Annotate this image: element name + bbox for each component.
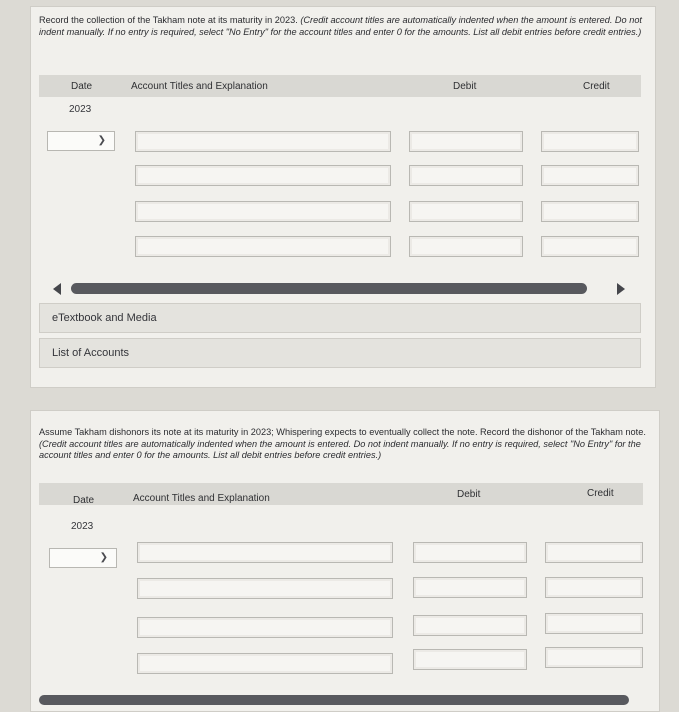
scroll-left-icon[interactable] xyxy=(53,283,61,295)
header-credit: Credit xyxy=(583,81,610,92)
journal-entry-panel-2 xyxy=(30,410,660,712)
account-title-input[interactable] xyxy=(135,201,391,222)
instructions-1 xyxy=(39,15,645,38)
header-debit: Debit xyxy=(457,489,481,500)
credit-input[interactable] xyxy=(545,542,643,563)
account-title-input[interactable] xyxy=(135,131,391,152)
credit-input[interactable] xyxy=(541,165,639,186)
header-date: Date xyxy=(71,81,93,92)
date-select[interactable] xyxy=(49,548,117,568)
chevron-down-icon: ❯ xyxy=(97,135,106,146)
debit-input[interactable] xyxy=(413,542,527,563)
header-debit: Debit xyxy=(453,81,477,92)
debit-input[interactable] xyxy=(413,649,527,670)
header-account: Account Titles and Explanation xyxy=(131,81,268,92)
etextbook-media-label: eTextbook and Media xyxy=(52,312,157,324)
account-title-input[interactable] xyxy=(137,578,393,599)
debit-input[interactable] xyxy=(409,201,523,222)
header-date: Date xyxy=(73,495,95,506)
debit-input[interactable] xyxy=(409,131,523,152)
journal-entry-panel-1 xyxy=(30,6,656,388)
year-label: 2023 xyxy=(69,104,92,115)
date-select[interactable] xyxy=(47,131,115,151)
instructions-1-main: Record the collection of the Takham note at its maturity in 2023. xyxy=(39,15,298,25)
etextbook-media-link[interactable] xyxy=(39,303,641,333)
header-account: Account Titles and Explanation xyxy=(133,493,270,504)
account-title-input[interactable] xyxy=(137,617,393,638)
horizontal-scrollbar[interactable] xyxy=(39,695,629,705)
credit-input[interactable] xyxy=(545,647,643,668)
year-label: 2023 xyxy=(71,521,94,532)
chevron-down-icon: ❯ xyxy=(99,552,108,563)
debit-input[interactable] xyxy=(409,165,523,186)
debit-input[interactable] xyxy=(409,236,523,257)
instructions-1-italic: (Credit account titles are automatically indented when the amount is entered. Do not indent manually. If no entry is required, select "No Entry" for the account titles and enter 0 for the amounts. List all debit entries before credit entries.) xyxy=(39,15,642,37)
list-of-accounts-label: List of Accounts xyxy=(52,347,130,359)
credit-input[interactable] xyxy=(545,613,643,634)
instructions-2 xyxy=(39,427,649,462)
account-title-input[interactable] xyxy=(135,236,391,257)
account-title-input[interactable] xyxy=(137,542,393,563)
account-title-input[interactable] xyxy=(137,653,393,674)
list-of-accounts-link[interactable] xyxy=(39,338,641,368)
header-credit: Credit xyxy=(587,488,614,499)
instructions-2-italic: (Credit account titles are automatically indented when the amount is entered. Do not indent manually. If no entry is required, select "No Entry" for the account titles and enter 0 for the amounts. List all debit entries before credit entries.) xyxy=(39,438,641,460)
credit-input[interactable] xyxy=(541,201,639,222)
debit-input[interactable] xyxy=(413,577,527,598)
table-header-2 xyxy=(39,483,643,505)
credit-input[interactable] xyxy=(545,577,643,598)
scroll-right-icon[interactable] xyxy=(617,283,625,295)
table-header-1 xyxy=(39,75,641,97)
credit-input[interactable] xyxy=(541,236,639,257)
credit-input[interactable] xyxy=(541,131,639,152)
debit-input[interactable] xyxy=(413,615,527,636)
account-title-input[interactable] xyxy=(135,165,391,186)
horizontal-scrollbar[interactable] xyxy=(71,283,587,294)
instructions-2-main: Assume Takham dishonors its note at its maturity in 2023; Whispering expects to eventually collect the note. Record the dishonor of the Takham note. xyxy=(39,427,646,437)
